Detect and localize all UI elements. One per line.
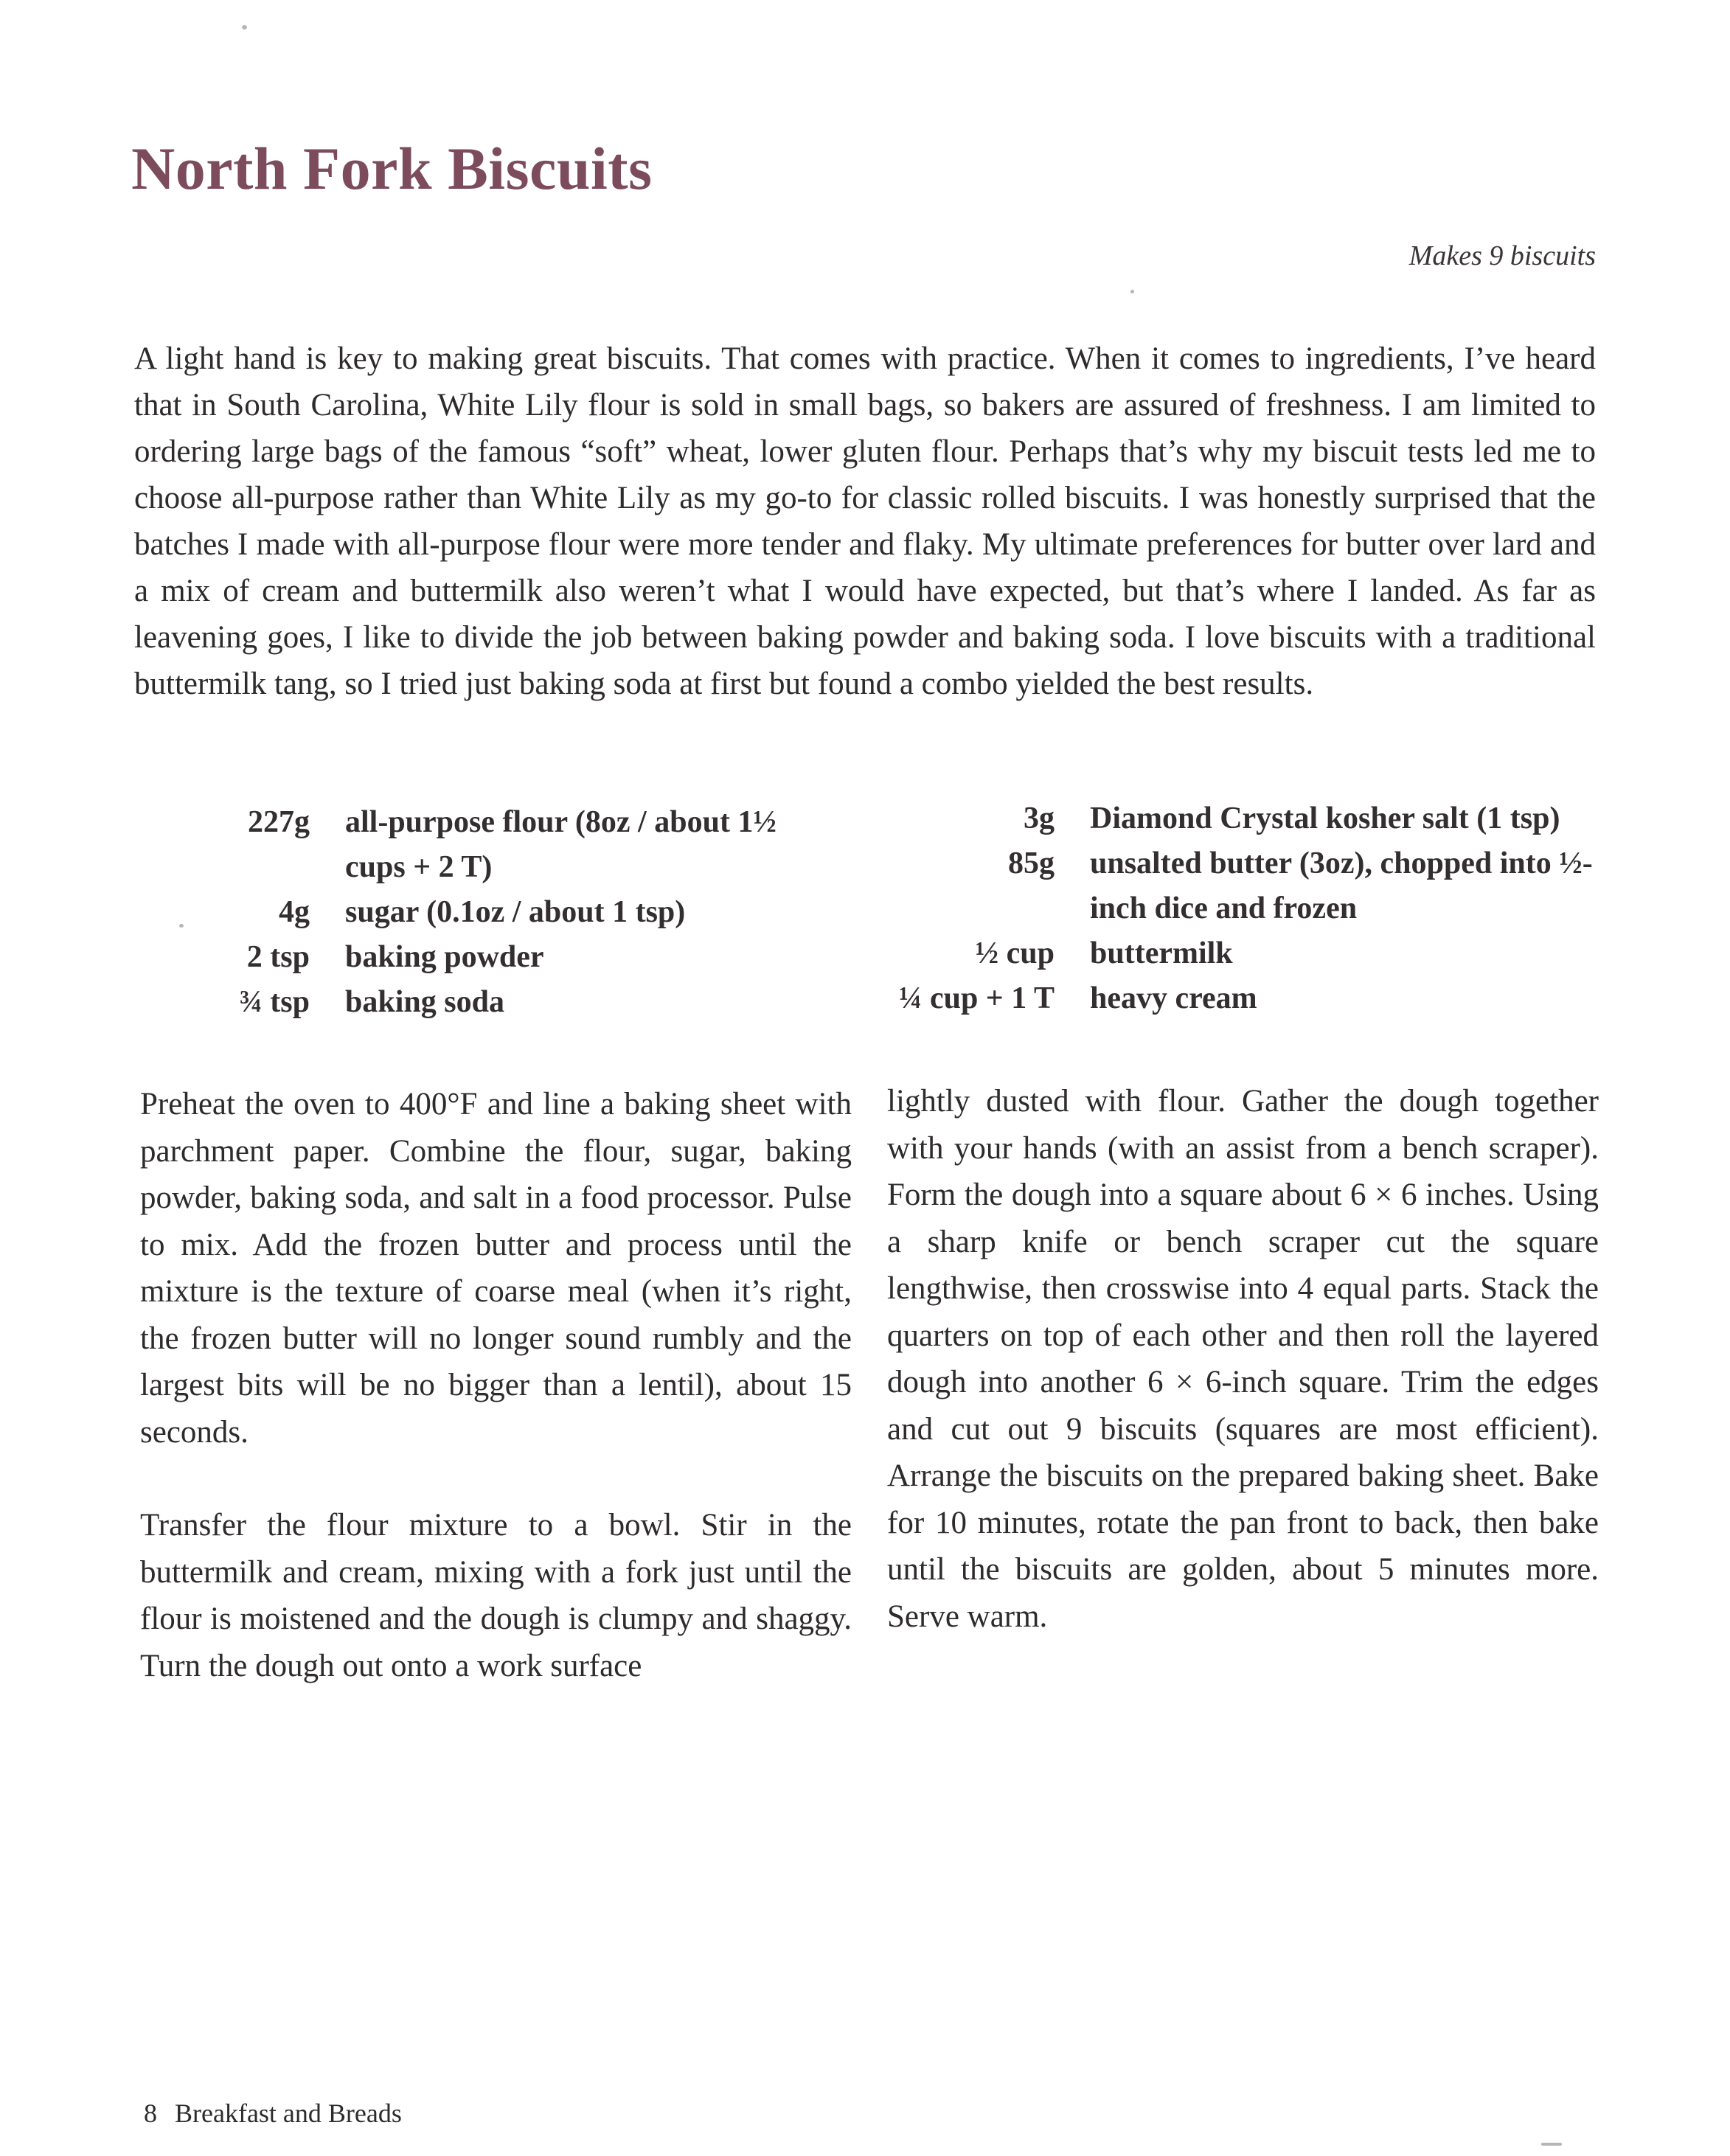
ingredient-name: baking powder (345, 940, 544, 974)
recipe-intro: A light hand is key to making great biscuits. That comes with practice. When it comes to ingredients, I’ve heard that in South Carolina, White Lily flour is sold in small bags, so bakers are assured of freshness. I am limited to ordering large bags of the famous “soft” wheat, lower gluten flour. Perhaps that’s why my biscuit tests led me to choose all-purpose rather than White Lily as my go-to for classic rolled biscuits. I was honestly surprised that the batches I made with all-purpose flour were more tender and flaky. My ultimate preferences for butter over lard and a mix of cream and buttermilk also weren’t what I would have expected, but that’s where I landed. As far as leavening goes, I like to divide the job between baking powder and baking soda. I love biscuits with a traditional buttermilk tang, so I tried just baking soda at first but found a combo yielded the best results. (134, 341, 1596, 701)
ingredient-name: buttermilk (1090, 936, 1233, 970)
page-footer (144, 2098, 402, 2129)
ingredient-amount: ¾ tsp (239, 985, 310, 1019)
method-paragraph: lightly dusted with flour. Gather the dough together with your hands (with an assist from a bench scraper). Form the dough into a square about 6 × 6 inches. Using a sharp knife or bench scraper cut the square lengthwise, then crosswise into 4 equal parts. Stack the quarters on top of each other and then roll the layered dough into another 6 × 6-inch square. Trim the edges and cut out 9 biscuits (squares are most efficient). Arrange the biscuits on the prepared baking sheet. Bake for 10 minutes, rotate the pan front to back, then bake until the biscuits are golden, about 5 minutes more. Serve warm. (887, 1084, 1599, 1634)
scan-speck (179, 924, 184, 928)
method-paragraph: Transfer the flour mixture to a bowl. Stir in the buttermilk and cream, mixing with a fork just until the flour is moistened and the dough is clumpy and shaggy. Turn the dough out onto a work surface (140, 1508, 852, 1683)
ingredient-amount: ½ cup (975, 936, 1055, 970)
ingredient-amount: ¼ cup + 1 T (898, 981, 1055, 1015)
method-column-left (140, 1081, 852, 1736)
ingredient-row (221, 890, 802, 935)
ingredients-right (870, 796, 1606, 1021)
ingredient-row (221, 935, 802, 980)
ingredient-amount: 3g (1024, 801, 1055, 835)
ingredients-left (221, 800, 802, 1025)
ingredient-row (870, 796, 1606, 841)
ingredient-name: all-purpose flour (8oz / about 1½ cups + 2 T) (345, 805, 777, 884)
page-number: 8 (144, 2098, 157, 2128)
ingredient-amount: 4g (279, 895, 310, 929)
scan-speck (1130, 290, 1134, 293)
ingredient-row (870, 931, 1606, 976)
ingredient-name: sugar (0.1oz / about 1 tsp) (345, 895, 686, 929)
method-column-right (887, 1078, 1599, 1686)
ingredient-row (221, 800, 802, 890)
ingredient-amount: 85g (1008, 846, 1055, 880)
ingredient-row (870, 976, 1606, 1021)
method-paragraph: Preheat the oven to 400°F and line a baking sheet with parchment paper. Combine the flour, sugar, baking powder, baking soda, and salt in a food processor. Pulse to mix. Add the frozen butter and process until the mixture is the texture of coarse meal (when it’s right, the frozen butter will no longer sound rumbly and the largest bits will be no bigger than a lentil), about 15 seconds. (140, 1087, 852, 1450)
ingredient-amount: 227g (248, 805, 310, 839)
scan-speck (242, 25, 247, 29)
recipe-title: North Fork Biscuits (131, 135, 653, 202)
recipe-yield: Makes 9 biscuits (1408, 240, 1596, 271)
ingredient-name: unsalted butter (3oz), chopped into ½-inch dice and frozen (1090, 846, 1593, 925)
ingredient-row (221, 980, 802, 1025)
ingredient-name: heavy cream (1090, 981, 1257, 1015)
scan-speck (1541, 2143, 1562, 2146)
ingredient-amount: 2 tsp (246, 940, 310, 974)
ingredient-name: Diamond Crystal kosher salt (1 tsp) (1090, 801, 1560, 835)
ingredient-name: baking soda (345, 985, 504, 1019)
section-name: Breakfast and Breads (175, 2098, 402, 2128)
ingredient-row (870, 841, 1606, 931)
